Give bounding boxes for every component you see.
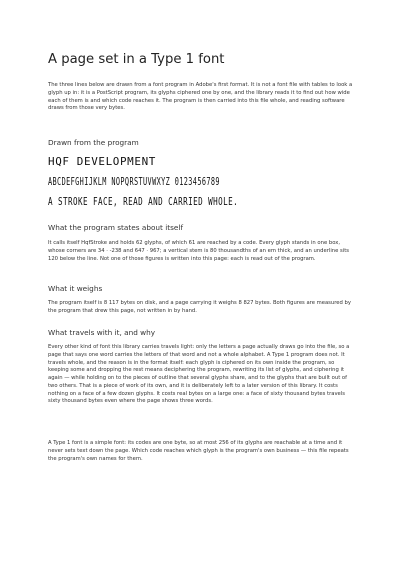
page-title: A page set in a Type 1 font (48, 52, 225, 67)
section-heading-travels: What travels with it, and why (48, 328, 156, 337)
intro-paragraph: The three lines below are drawn from a font program in Adobe's first format. It is not a font file with tables to look a glyph up in: it is a PostScript program, its glyphs ciphered one by one, and the library reads it to find out how wide each of them is and which code reaches it. The program is then carried into this file whole, and reading software draws from those very bytes. (48, 82, 353, 112)
sample-line-alphabet: ABCDEFGHIJKLM NOPQRSTUVWXYZ 0123456789 (48, 176, 220, 188)
travels-paragraph-1: Every other kind of font this library carries travels light: only the letters a page actually draws go into the file, so a page that says one word carries the letters of that word and not a whole alphabet. A Type 1 program does not. It travels whole, and the reason is in the format itself: each glyph is ciphered on its own inside the program, so keeping some and dropping the rest means deciphering the program, rewriting its list of glyphs, and ciphering it again — while holding on to the pieces of outline that several glyphs share, and to the glyphs that are built out of two others. That is a piece of work of its own, and it is deliberately left to a later version of this library. It costs nothing on a face of a few dozen glyphs. It costs real bytes on a large one: a face of sixty thousand bytes travels sixty thousand bytes even where the page shows three words. (48, 344, 350, 405)
states-paragraph: It calls itself HqfStroke and holds 62 glyphs, of which 61 are reached by a code. Every glyph stands in one box, whose corners are 34 · -238 and 647 · 967; a vertical stem is 80 thousandths of an em thick, and an underline sits 120 below the line. Not one of those figures is written into this page: each is read out of the program. (48, 240, 350, 262)
section-heading-drawn: Drawn from the program (48, 138, 139, 147)
sample-line-sentence: A STROKE FACE, READ AND CARRIED WHOLE. (48, 196, 239, 208)
sample-line-title: HQF DEVELOPMENT (48, 156, 156, 168)
section-heading-weighs: What it weighs (48, 284, 103, 293)
weighs-paragraph: The program itself is 8 117 bytes on disk, and a page carrying it weighs 8 827 bytes. Both figures are measured by the program that drew this page, not written in by hand. (48, 300, 351, 314)
travels-paragraph-2: A Type 1 font is a simple font: its codes are one byte, so at most 256 of its glyphs are reachable at a time and it never sets text down the page. Which code reaches which glyph is the program's own business — this file repeats the program's own names for them. (48, 440, 349, 462)
section-heading-states: What the program states about itself (48, 223, 184, 232)
